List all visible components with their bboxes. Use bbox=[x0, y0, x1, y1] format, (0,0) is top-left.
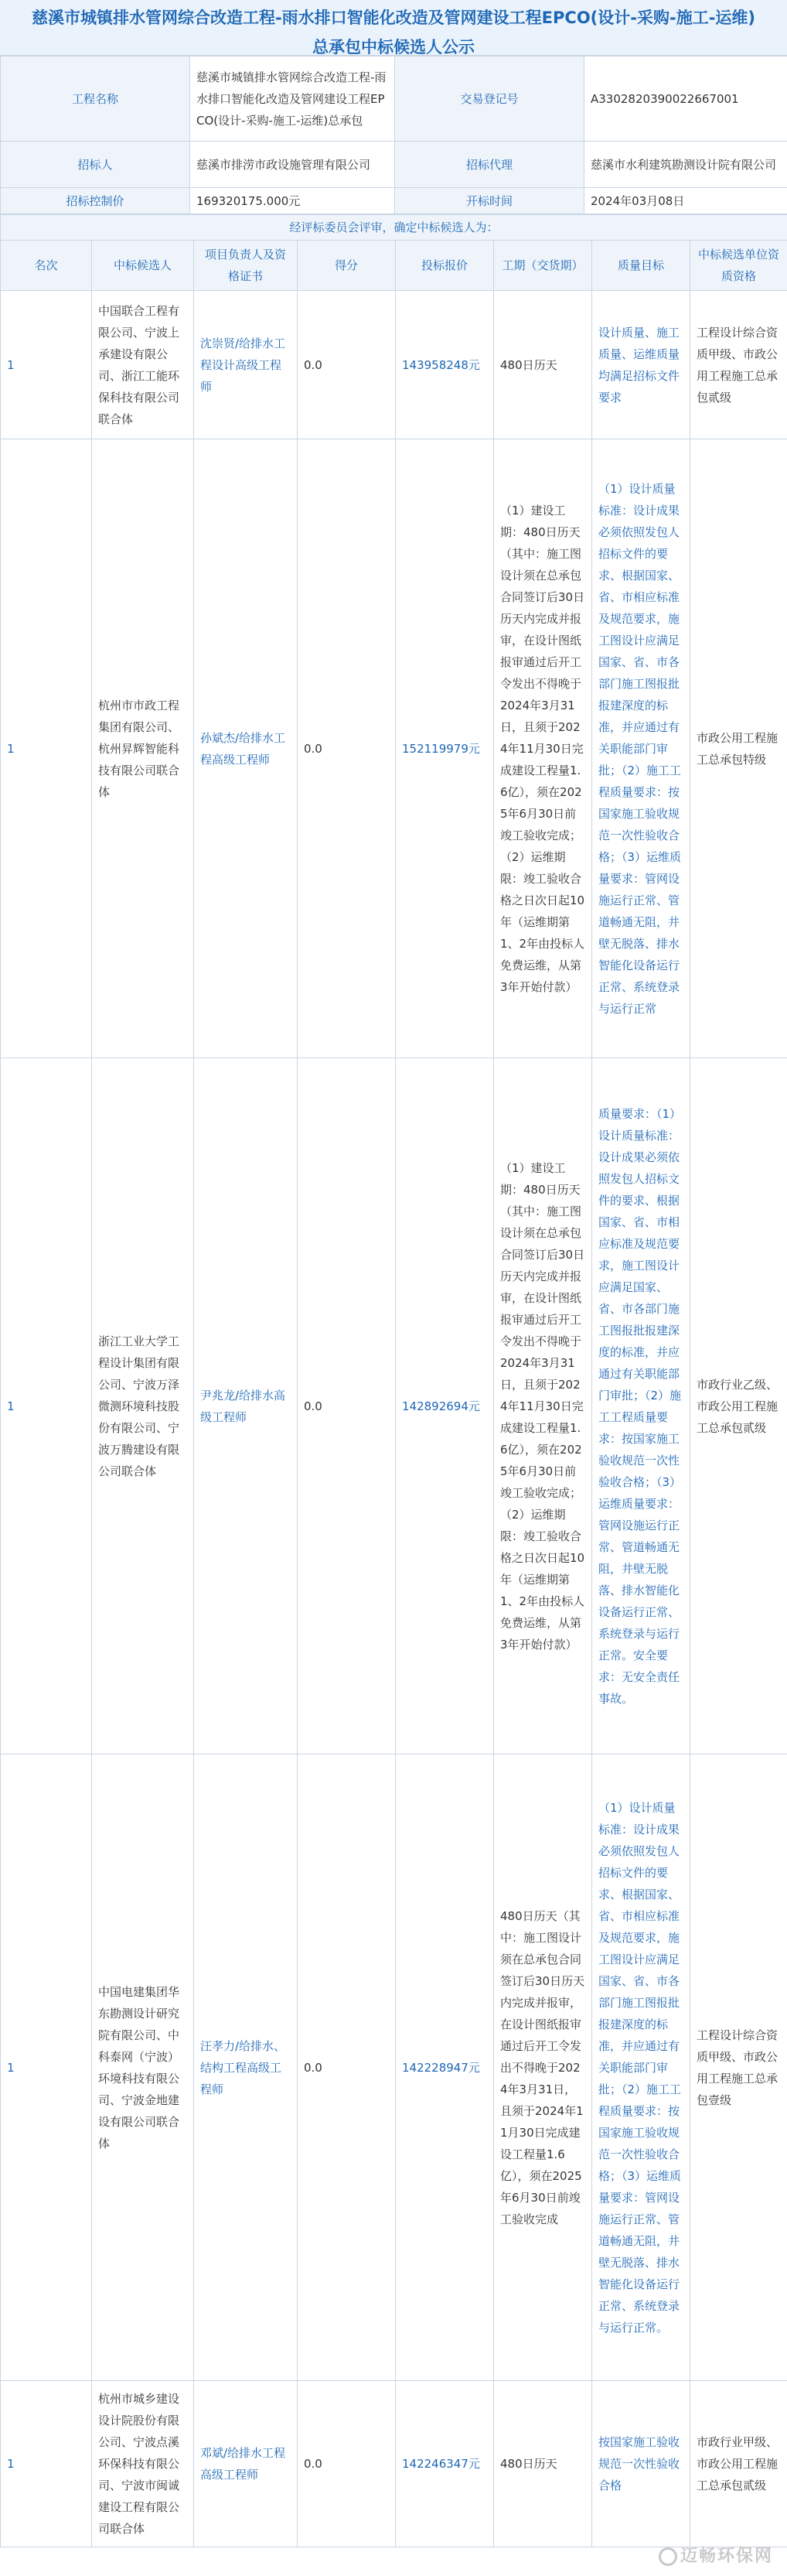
row-quality: 设计质量、施工质量、运维质量均满足招标文件要求 bbox=[592, 291, 690, 439]
reg-no-label: 交易登记号 bbox=[395, 56, 584, 142]
project-name: 慈溪市城镇排水管网综合改造工程-雨水排口智能化改造及管网建设工程EPCO(设计-采购-施工-运维)总承包 bbox=[190, 56, 395, 142]
row-candidate: 中国电建集团华东勘测设计研究院有限公司、中科泰网（宁波）环境科技有限公司、宁波金地建设有限公司联合体 bbox=[92, 1754, 194, 2381]
open-time-label: 开标时间 bbox=[395, 188, 584, 214]
row-qualification: 工程设计综合资质甲级、市政公用工程施工总承包壹级 bbox=[690, 1754, 787, 2381]
page-title: 慈溪市城镇排水管网综合改造工程-雨水排口智能化改造及管网建设工程EPCO(设计-采购-施工-运维)总承包中标候选人公示 bbox=[0, 0, 787, 56]
row-rank: 1 bbox=[1, 439, 92, 1058]
row-period: 480日历天 bbox=[494, 291, 592, 439]
header-quality: 质量目标 bbox=[592, 241, 690, 291]
watermark bbox=[659, 2543, 773, 2567]
table-row bbox=[1, 1058, 787, 1754]
row-qualification: 工程设计综合资质甲级、市政公用工程施工总承包贰级 bbox=[690, 291, 787, 439]
open-time: 2024年03月08日 bbox=[584, 188, 787, 214]
agent-label: 招标代理 bbox=[395, 142, 584, 188]
review-note: 经评标委员会评审，确定中标候选人为： bbox=[1, 215, 787, 241]
row-candidate: 中国联合工程有限公司、宁波上承建设有限公司、浙江工能环保科技有限公司联合体 bbox=[92, 291, 194, 439]
row-period: （1）建设工期：480日历天（其中：施工图设计须在总承包合同签订后30日历天内完成并报审，在设计图纸报审通过后开工令发出不得晚于2024年3月31日，且须于2024年11月30日完成建设工程量1.6亿），须在2025年6月30日前竣工验收完成；（2）运维期限：竣工验收合格之日次日起10年（运维期第1、2年由投标人免费运维，从第3年开始付款） bbox=[494, 439, 592, 1058]
row-manager: 尹兆龙/给排水高级工程师 bbox=[194, 1058, 298, 1754]
row-price: 143958248元 bbox=[396, 291, 494, 439]
row-candidate: 杭州市城乡建设设计院股份有限公司、宁波点溪环保科技有限公司、宁波市闽诚建设工程有限公司联合体 bbox=[92, 2381, 194, 2547]
control-price-label: 招标控制价 bbox=[1, 188, 190, 214]
row-manager: 孙斌杰/给排水工程高级工程师 bbox=[194, 439, 298, 1058]
row-price: 142892694元 bbox=[396, 1058, 494, 1754]
tenderer: 慈溪市排涝市政设施管理有限公司 bbox=[190, 142, 395, 188]
row-qualification: 市政行业甲级、市政公用工程施工总承包贰级 bbox=[690, 2381, 787, 2547]
row-score: 0.0 bbox=[298, 2381, 396, 2547]
row-quality: （1）设计质量标准：设计成果必须依照发包人招标文件的要求、根据国家、省、市相应标准及规范要求，施工图设计应满足国家、省、市各部门施工图报批报建深度的标准，并应通过有关职能部门审批；（2）施工工程质量要求：按国家施工验收规范一次性验收合格；（3）运维质量要求：管网设施运行正常、管道畅通无阻，井壁无脱落、排水智能化设备运行正常、系统登录与运行正常 bbox=[592, 439, 690, 1058]
row-candidate: 杭州市市政工程集团有限公司、杭州昇辉智能科技有限公司联合体 bbox=[92, 439, 194, 1058]
row-rank: 1 bbox=[1, 291, 92, 439]
row-rank: 1 bbox=[1, 1754, 92, 2381]
header-rank: 名次 bbox=[1, 241, 92, 291]
project-name-label: 工程名称 bbox=[1, 56, 190, 142]
row-period: 480日历天 bbox=[494, 2381, 592, 2547]
row-price: 152119979元 bbox=[396, 439, 494, 1058]
table-row bbox=[1, 2381, 787, 2547]
reg-no: A3302820390022667001 bbox=[584, 56, 787, 142]
header-score: 得分 bbox=[298, 241, 396, 291]
tenderer-label: 招标人 bbox=[1, 142, 190, 188]
control-price: 169320175.000元 bbox=[190, 188, 395, 214]
row-score: 0.0 bbox=[298, 1058, 396, 1754]
row-period: 480日历天（其中：施工图设计须在总承包合同签订后30日历天内完成并报审，在设计图纸报审通过后开工令发出不得晚于2024年3月31日，且须于2024年11月30日完成建设工程量1.6亿），须在2025年6月30日前竣工验收完成 bbox=[494, 1754, 592, 2381]
row-score: 0.0 bbox=[298, 291, 396, 439]
table-row bbox=[1, 439, 787, 1058]
watermark-text: 迈畅环保网 bbox=[680, 2547, 773, 2566]
candidates-table bbox=[0, 214, 787, 2547]
row-qualification: 市政公用工程施工总承包特级 bbox=[690, 439, 787, 1058]
table-row bbox=[1, 291, 787, 439]
row-score: 0.0 bbox=[298, 1754, 396, 2381]
row-score: 0.0 bbox=[298, 439, 396, 1058]
row-rank: 1 bbox=[1, 1058, 92, 1754]
agent: 慈溪市水利建筑勘测设计院有限公司 bbox=[584, 142, 787, 188]
header-price: 投标报价 bbox=[396, 241, 494, 291]
table-row bbox=[1, 1754, 787, 2381]
row-rank: 1 bbox=[1, 2381, 92, 2547]
row-quality: （1）设计质量标准：设计成果必须依照发包人招标文件的要求、根据国家、省、市相应标准及规范要求，施工图设计应满足国家、省、市各部门施工图报批报建深度的标准，并应通过有关职能部门审批；（2）施工工程质量要求：按国家施工验收规范一次性验收合格；（3）运维质量要求：管网设施运行正常、管道畅通无阻，井壁无脱落、排水智能化设备运行正常、系统登录与运行正常。 bbox=[592, 1754, 690, 2381]
row-price: 142228947元 bbox=[396, 1754, 494, 2381]
row-period: （1）建设工期：480日历天（其中：施工图设计须在总承包合同签订后30日历天内完成并报审，在设计图纸报审通过后开工令发出不得晚于2024年3月31日，且须于2024年11月30日完成建设工程量1.6亿），须在2025年6月30日前竣工验收完成；（2）运维期限：竣工验收合格之日次日起10年（运维期第1、2年由投标人免费运维，从第3年开始付款） bbox=[494, 1058, 592, 1754]
row-candidate: 浙江工业大学工程设计集团有限公司、宁波万泽微测环境科技股份有限公司、宁波万腾建设有限公司联合体 bbox=[92, 1058, 194, 1754]
row-qualification: 市政行业乙级、市政公用工程施工总承包贰级 bbox=[690, 1058, 787, 1754]
info-table bbox=[0, 56, 787, 214]
row-manager: 邓斌/给排水工程高级工程师 bbox=[194, 2381, 298, 2547]
header-period: 工期（交货期） bbox=[494, 241, 592, 291]
header-candidate: 中标候选人 bbox=[92, 241, 194, 291]
header-manager: 项目负责人及资格证书 bbox=[194, 241, 298, 291]
row-quality: 质量要求：（1）设计质量标准：设计成果必须依照发包人招标文件的要求、根据国家、省、市相应标准及规范要求，施工图设计应满足国家、省、市各部门施工图报批报建深度的标准，并应通过有关职能部门审批；（2）施工工程质量要求：按国家施工验收规范一次性验收合格；（3）运维质量要求：管网设施运行正常、管道畅通无阻，井壁无脱落、排水智能化设备运行正常、系统登录与运行正常。安全要求：无安全责任事故。 bbox=[592, 1058, 690, 1754]
header-qualification: 中标候选单位资质资格 bbox=[690, 241, 787, 291]
row-manager: 汪孝力/给排水、结构工程高级工程师 bbox=[194, 1754, 298, 2381]
row-quality: 按国家施工验收规范一次性验收合格 bbox=[592, 2381, 690, 2547]
row-price: 142246347元 bbox=[396, 2381, 494, 2547]
row-manager: 沈崇贤/给排水工程设计高级工程师 bbox=[194, 291, 298, 439]
watermark-logo-icon bbox=[659, 2547, 677, 2566]
